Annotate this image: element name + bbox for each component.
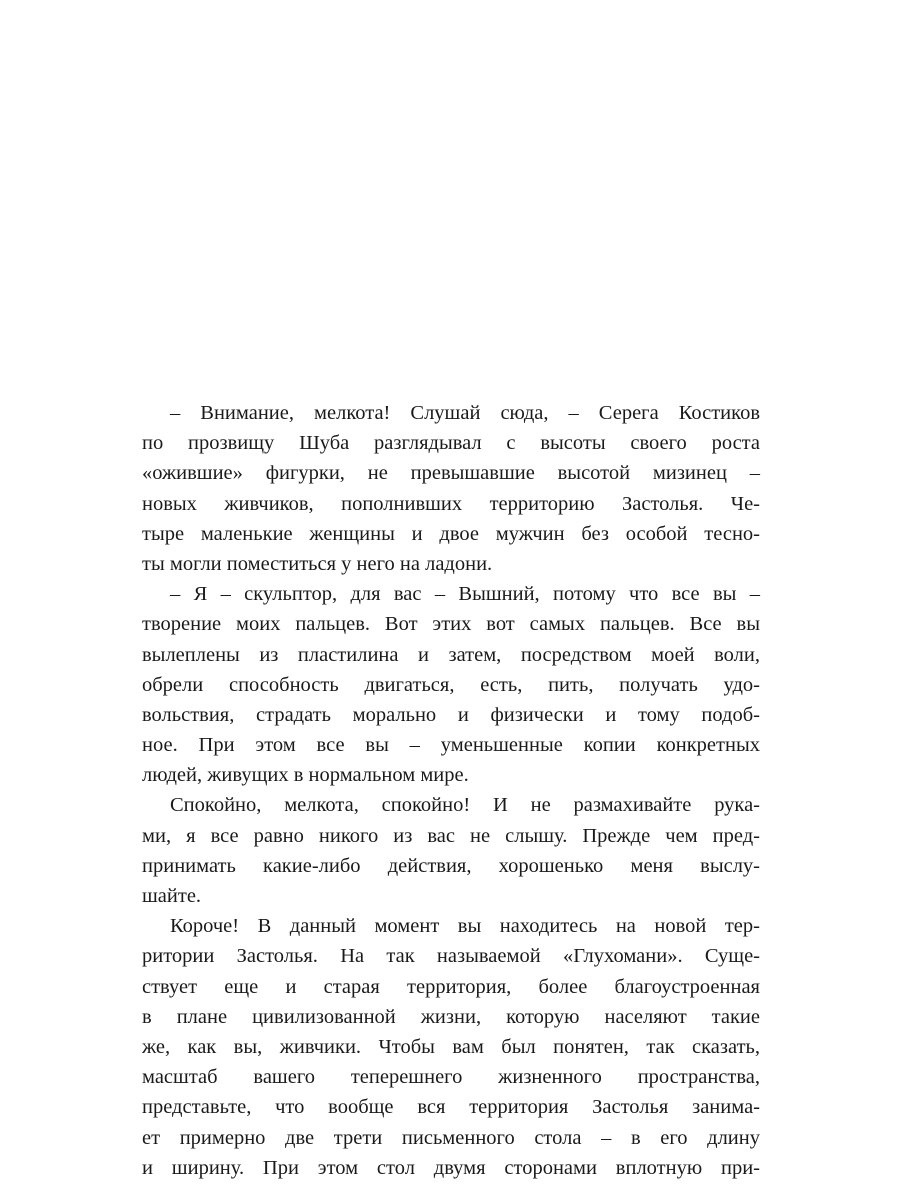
body-text xyxy=(142,398,760,1183)
text-line: масштаб вашего теперешнего жизненного пространства, xyxy=(142,1066,760,1089)
text-line: ствует еще и старая территория, более благоустроенная xyxy=(142,975,760,998)
text-line: людей, живущих в нормальном мире. xyxy=(142,764,469,787)
text-line: ет примерно две трети письменного стола – в его длину xyxy=(142,1126,760,1149)
text-line: обрели способность двигаться, есть, пить, получать удо- xyxy=(142,673,760,696)
text-line: творение моих пальцев. Вот этих вот самых пальцев. Все вы xyxy=(142,613,760,636)
text-line: вылеплены из пластилина и затем, посредством моей воли, xyxy=(142,643,760,666)
text-line: вольствия, страдать морально и физически и тому подоб- xyxy=(142,703,760,726)
text-line: Короче! В данный момент вы находитесь на новой тер- xyxy=(170,915,760,938)
text-line: представьте, что вообще вся территория Застолья занима- xyxy=(142,1096,760,1119)
text-line: «ожившие» фигурки, не превышавшие высотой мизинец – xyxy=(142,462,760,485)
text-line: Спокойно, мелкота, спокойно! И не размахивайте рука- xyxy=(170,794,760,817)
text-line: тыре маленькие женщины и двое мужчин без особой тесно- xyxy=(142,522,760,545)
text-line: в плане цивилизованной жизни, которую населяют такие xyxy=(142,1005,760,1028)
text-line: и ширину. При этом стол двумя сторонами вплотную при- xyxy=(142,1156,760,1179)
text-line: – Я – скульптор, для вас – Вышний, потому что все вы – xyxy=(170,583,760,606)
text-line: ты могли поместиться у него на ладони. xyxy=(142,552,493,575)
text-line: новых живчиков, пополнивших территорию Застолья. Че- xyxy=(142,492,760,515)
text-line: – Внимание, мелкота! Слушай сюда, – Серега Костиков xyxy=(170,402,760,424)
text-line: ное. При этом все вы – уменьшенные копии конкретных xyxy=(142,734,760,757)
text-line: принимать какие-либо действия, хорошенько меня выслу- xyxy=(142,854,760,877)
text-line: ми, я все равно никого из вас не слышу. Прежде чем пред- xyxy=(142,824,760,847)
text-line: по прозвищу Шуба разглядывал с высоты своего роста xyxy=(142,432,760,455)
text-line: ритории Застолья. На так называемой «Глухомани». Суще- xyxy=(142,945,760,968)
text-line: же, как вы, живчики. Чтобы вам был понятен, так сказать, xyxy=(142,1035,760,1058)
text-line: шайте. xyxy=(142,885,202,907)
